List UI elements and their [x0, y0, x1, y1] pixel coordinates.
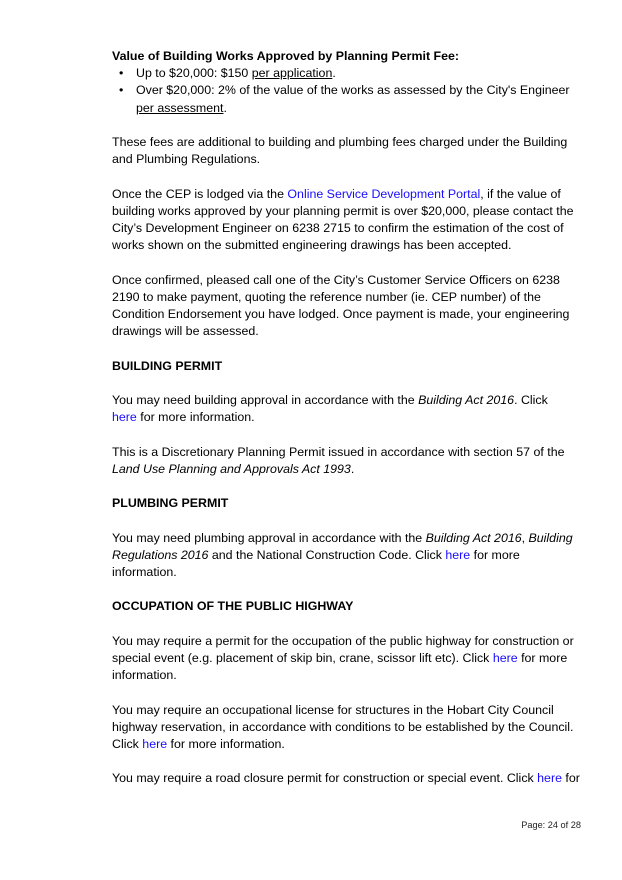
road-closure-link[interactable]: here [537, 771, 562, 786]
bullet-item [112, 82, 582, 116]
plumbing-approval-paragraph [112, 530, 582, 582]
fee-heading: Value of Building Works Approved by Planning Permit Fee: [112, 49, 459, 63]
paragraph-text: This is a Discretionary Planning Permit issued in accordance with section 57 of the [112, 444, 565, 459]
building-approval-paragraph [112, 392, 582, 426]
payment-paragraph: Once confirmed, pleased call one of the City’s Customer Service Officers on 6238 2190 to make payment, quoting the reference number (ie. CEP number) of the Condition Endorsement you have lodged. Once payment is made, your engineering drawings will be assessed. [112, 272, 570, 339]
occupational-license-link[interactable]: here [142, 736, 168, 751]
bullet-text: . [332, 66, 336, 81]
bullet-text: . [223, 100, 227, 115]
paragraph-text: You may require an occupational license for structures in the Hobart City Council highway reservation, in accordance with conditions to be established by the Council. Click [112, 702, 574, 751]
highway-permit-link[interactable]: here [492, 650, 518, 665]
paragraph-text: for more information. [136, 410, 255, 425]
occupational-license-paragraph [112, 702, 582, 754]
paragraph-text: for more information. [167, 736, 285, 751]
bullet-text: Up to $20,000: $150 [136, 66, 252, 81]
page-number: Page: 24 of 28 [521, 820, 581, 830]
discretionary-permit-paragraph [112, 444, 582, 478]
plumbing-info-link[interactable]: here [445, 547, 471, 562]
bullet-item [112, 65, 582, 82]
regulation-title: Building Regulations 2016 [112, 530, 573, 562]
paragraph-text: and the National Construction Code. Click [208, 547, 446, 562]
online-portal-link[interactable]: Online Service Development Portal [287, 186, 481, 201]
paragraph-text: Once the CEP is lodged via the [112, 186, 288, 201]
highway-permit-paragraph [112, 633, 582, 685]
act-title: Land Use Planning and Approvals Act 1993 [112, 461, 351, 476]
road-closure-paragraph [112, 770, 582, 787]
paragraph-text: , if the value of building works approved by your planning permit is over $20,000, please contact the City’s Development Engineer on 6238 2715 to confirm the estimation of the cost of works shown on the submitted engineering drawings has been accepted. [112, 186, 574, 253]
paragraph-text: . Click [514, 392, 548, 407]
act-title: Building Act 2016 [425, 530, 522, 545]
paragraph-text: , [521, 530, 529, 545]
bullet-text: Over $20,000: 2% of the value of the works as assessed by the City's Engineer [136, 83, 570, 98]
bullet-underlined-text: per application [251, 66, 333, 81]
paragraph-text: . [350, 461, 355, 476]
document-page [112, 48, 582, 788]
paragraph-text: You may need plumbing approval in accordance with the [112, 530, 426, 545]
bullet-icon: • [119, 66, 124, 81]
bullet-underlined-text: per assessment [136, 100, 224, 115]
paragraph-text: for more information. [112, 547, 520, 579]
paragraph-text: You may need building approval in accordance with the [112, 392, 419, 407]
building-permit-heading: BUILDING PERMIT [112, 358, 223, 373]
plumbing-permit-heading: PLUMBING PERMIT [112, 496, 229, 511]
paragraph-text: for more information. [112, 650, 568, 683]
paragraph-text: for [561, 771, 580, 786]
bullet-icon: • [119, 83, 124, 98]
paragraph-text: You may require a permit for the occupation of the public highway for construction or special event (e.g. placement of skip bin, crane, scissor lift etc). Click [112, 633, 574, 665]
public-highway-heading: OCCUPATION OF THE PUBLIC HIGHWAY [112, 599, 354, 614]
act-title: Building Act 2016 [418, 392, 515, 407]
building-info-link[interactable]: here [112, 410, 137, 425]
paragraph-text: You may require a road closure permit for construction or special event. Click [112, 771, 538, 786]
cep-paragraph [112, 186, 582, 255]
fees-paragraph: These fees are additional to building and plumbing fees charged under the Building and Plumbing Regulations. [112, 135, 568, 167]
